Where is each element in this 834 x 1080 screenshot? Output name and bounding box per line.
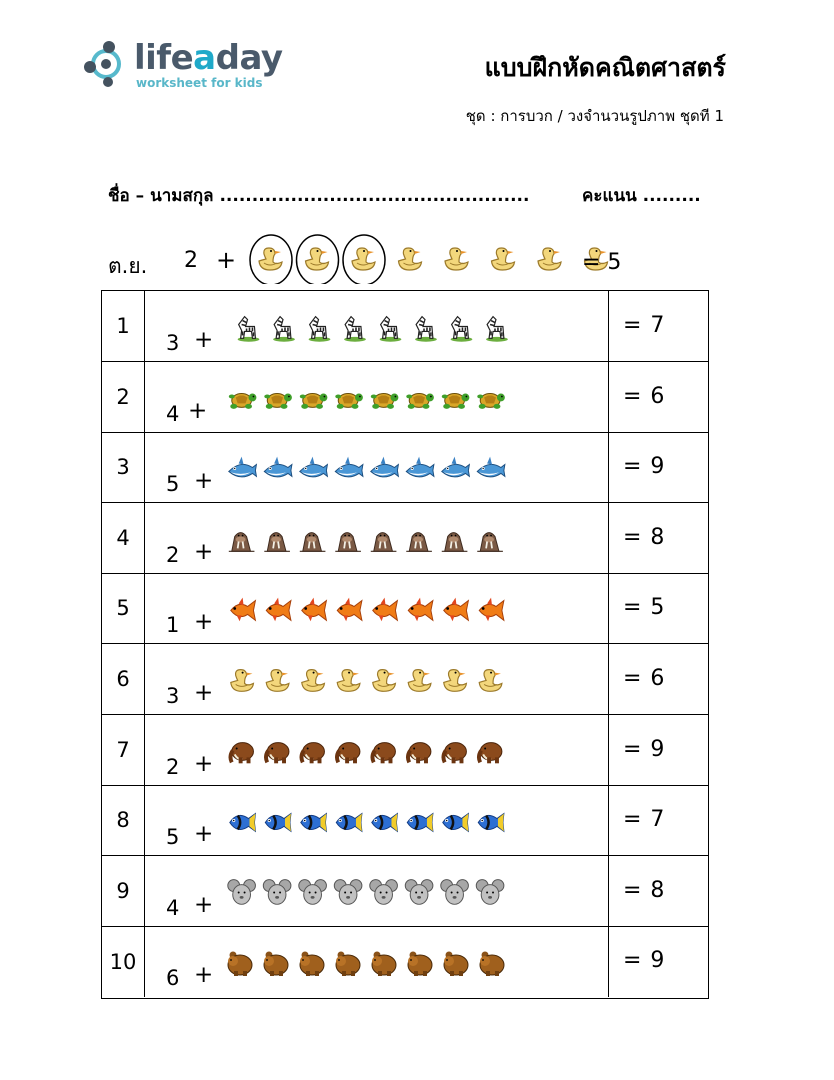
mouse-icon xyxy=(370,879,398,904)
problem-plus-sign: + xyxy=(194,680,214,706)
zebra-icon xyxy=(273,317,295,342)
mouse-icon xyxy=(299,879,327,904)
goldfish-icon xyxy=(231,598,256,622)
problem-answer: = 7 xyxy=(623,313,666,338)
duck-icon xyxy=(352,248,375,270)
problem-addend: 4 xyxy=(166,895,180,920)
zebra-icon xyxy=(486,317,508,342)
example-problem xyxy=(108,224,668,284)
duck-icon xyxy=(444,670,467,692)
problem-icon-strip[interactable] xyxy=(102,503,608,573)
turtle-icon xyxy=(335,393,363,408)
problem-plus-sign: + xyxy=(188,397,208,424)
problem-number: 3 xyxy=(102,432,145,502)
problem-row xyxy=(102,644,708,715)
duck-icon xyxy=(266,670,289,692)
turtle-icon xyxy=(477,393,505,408)
walrus-icon xyxy=(406,532,432,551)
duck-icon xyxy=(259,248,282,270)
mammoth-icon xyxy=(443,742,466,763)
problem-plus-sign: + xyxy=(194,609,214,636)
problem-addend: 5 xyxy=(166,472,180,497)
problem-answer: = 6 xyxy=(623,666,666,691)
logo-wordmark: lifeaday xyxy=(134,38,283,78)
mouse-icon xyxy=(476,879,504,904)
worksheet-subtitle: ชุด : การบวก / วงจำนวนรูปภาพ ชุดที 1 xyxy=(465,107,724,125)
bear-icon xyxy=(264,952,288,977)
blue-fish-icon xyxy=(265,814,291,832)
mammoth-icon xyxy=(337,742,360,763)
shark-icon xyxy=(442,457,470,477)
blue-fish-icon xyxy=(407,814,433,832)
bear-icon xyxy=(408,952,432,977)
blue-fish-icon xyxy=(336,814,362,832)
problem-icon-strip[interactable] xyxy=(102,644,608,714)
problem-row xyxy=(102,573,708,644)
bear-icon xyxy=(444,952,468,977)
problem-answer: = 9 xyxy=(623,454,666,480)
blue-fish-icon xyxy=(230,814,256,832)
score-field[interactable]: คะแนน ......... xyxy=(582,186,701,206)
problem-number: 1 xyxy=(102,291,145,361)
duck-icon xyxy=(479,670,502,692)
mammoth-icon xyxy=(230,742,253,763)
duck-icon xyxy=(492,248,515,270)
duck-icon xyxy=(399,248,422,270)
shark-icon xyxy=(229,457,257,477)
walrus-icon xyxy=(300,532,326,551)
problem-answer: = 8 xyxy=(623,524,666,550)
problem-row xyxy=(102,926,708,997)
answer-cell xyxy=(608,926,708,997)
problem-plus-sign: + xyxy=(194,962,214,989)
turtle-icon xyxy=(264,393,292,408)
answer-cell xyxy=(608,785,708,855)
example-answer: = 5 xyxy=(582,250,622,275)
answer-cell xyxy=(608,856,708,926)
walrus-icon xyxy=(229,532,255,551)
example-plus-sign: + xyxy=(216,246,237,274)
problem-plus-sign: + xyxy=(194,468,214,495)
walrus-icon xyxy=(371,532,397,551)
bear-icon xyxy=(372,952,396,977)
problem-icon-strip[interactable] xyxy=(102,362,608,432)
problem-icon-strip[interactable] xyxy=(102,856,608,926)
blue-fish-icon xyxy=(478,814,504,832)
goldfish-icon xyxy=(408,598,433,622)
mammoth-icon xyxy=(301,742,324,763)
problem-plus-sign: + xyxy=(194,821,214,848)
example-label: ต.ย. xyxy=(108,254,148,278)
duck-icon xyxy=(337,670,360,692)
answer-cell xyxy=(608,432,708,502)
problem-addend: 2 xyxy=(166,754,180,779)
turtle-icon xyxy=(229,393,257,408)
mammoth-icon xyxy=(266,742,289,763)
goldfish-icon xyxy=(337,598,362,622)
bear-icon xyxy=(228,952,252,977)
shark-icon xyxy=(264,457,292,477)
goldfish-icon xyxy=(479,598,504,622)
problem-number: 5 xyxy=(102,573,145,643)
shark-icon xyxy=(477,457,505,477)
example-addend: 2 xyxy=(184,248,198,273)
goldfish-icon xyxy=(266,598,291,622)
zebra-icon xyxy=(415,317,437,342)
problem-row xyxy=(102,432,708,503)
duck-icon xyxy=(408,670,431,692)
duck-icon xyxy=(538,248,561,270)
mammoth-icon xyxy=(479,742,502,763)
shark-icon xyxy=(406,457,434,477)
logo-tagline: worksheet for kids xyxy=(136,76,263,90)
problem-answer: = 9 xyxy=(623,736,666,762)
duck-icon xyxy=(445,248,468,270)
walrus-icon xyxy=(477,532,503,551)
problem-answer: = 6 xyxy=(623,383,666,409)
problem-number: 10 xyxy=(102,926,145,997)
problem-addend: 6 xyxy=(166,966,180,991)
blue-fish-icon xyxy=(301,814,327,832)
answer-cell xyxy=(608,503,708,573)
problem-icon-strip[interactable] xyxy=(102,715,608,785)
problem-icon-strip[interactable] xyxy=(102,573,608,643)
worksheet-title: แบบฝึกหัดคณิตศาสตร์ xyxy=(484,53,726,82)
problem-icon-strip[interactable] xyxy=(102,432,608,502)
problem-plus-sign: + xyxy=(194,891,214,918)
problem-addend: 3 xyxy=(166,331,180,355)
mouse-icon xyxy=(334,879,362,904)
mouse-icon xyxy=(441,879,469,904)
lifeaday-logo xyxy=(82,38,282,94)
walrus-icon xyxy=(264,532,290,551)
problem-plus-sign: + xyxy=(194,327,214,353)
problem-icon-strip[interactable] xyxy=(102,785,608,855)
problem-number: 4 xyxy=(102,503,145,573)
problem-icon-strip[interactable] xyxy=(102,926,608,997)
problem-plus-sign: + xyxy=(194,538,214,565)
goldfish-icon xyxy=(444,598,469,622)
mouse-icon xyxy=(228,879,256,904)
zebra-icon xyxy=(344,317,366,342)
bear-icon xyxy=(480,952,504,977)
answer-cell xyxy=(608,362,708,432)
problem-number: 8 xyxy=(102,785,145,855)
problem-row xyxy=(102,503,708,574)
problem-addend: 2 xyxy=(166,542,180,567)
problem-answer: = 9 xyxy=(623,948,666,974)
zebra-icon xyxy=(451,317,473,342)
problem-plus-sign: + xyxy=(194,750,214,777)
mouse-icon xyxy=(263,879,291,904)
problem-table xyxy=(101,290,709,999)
bear-icon xyxy=(336,952,360,977)
problem-number: 7 xyxy=(102,715,145,785)
turtle-icon xyxy=(442,393,470,408)
problem-row xyxy=(102,715,708,786)
turtle-icon xyxy=(300,393,328,408)
walrus-icon xyxy=(335,532,361,551)
goldfish-icon xyxy=(373,598,398,622)
student-name-field[interactable]: ชื่อ – นามสกุล ................................................ xyxy=(108,186,530,206)
turtle-icon xyxy=(371,393,399,408)
answer-cell xyxy=(608,715,708,785)
shark-icon xyxy=(371,457,399,477)
duck-icon xyxy=(231,670,254,692)
mammoth-icon xyxy=(372,742,395,763)
zebra-icon xyxy=(380,317,402,342)
problem-number: 9 xyxy=(102,856,145,926)
problem-answer: = 8 xyxy=(623,877,666,903)
problem-answer: = 5 xyxy=(623,595,666,621)
mouse-icon xyxy=(405,879,433,904)
blue-fish-icon xyxy=(372,814,398,832)
answer-cell xyxy=(608,573,708,643)
turtle-icon xyxy=(406,393,434,408)
zebra-icon xyxy=(238,317,260,342)
bear-icon xyxy=(300,952,324,977)
problem-row xyxy=(102,291,708,362)
shark-icon xyxy=(300,457,328,477)
problem-addend: 1 xyxy=(166,613,180,638)
problem-icon-strip[interactable] xyxy=(102,291,608,361)
problem-number: 6 xyxy=(102,644,145,714)
logo-molecule-icon xyxy=(82,40,132,90)
duck-icon xyxy=(373,670,396,692)
problem-addend: 4 xyxy=(166,401,180,426)
shark-icon xyxy=(335,457,363,477)
problem-addend: 3 xyxy=(166,684,180,708)
zebra-icon xyxy=(309,317,331,342)
duck-icon xyxy=(302,670,325,692)
problem-row xyxy=(102,856,708,927)
problem-answer: = 7 xyxy=(623,807,666,833)
mammoth-icon xyxy=(408,742,431,763)
blue-fish-icon xyxy=(443,814,469,832)
duck-icon xyxy=(306,248,329,270)
goldfish-icon xyxy=(302,598,327,622)
answer-cell xyxy=(608,291,708,361)
problem-addend: 5 xyxy=(166,825,180,850)
answer-cell xyxy=(608,644,708,714)
walrus-icon xyxy=(442,532,468,551)
problem-row xyxy=(102,785,708,856)
problem-row xyxy=(102,362,708,433)
problem-number: 2 xyxy=(102,362,145,432)
